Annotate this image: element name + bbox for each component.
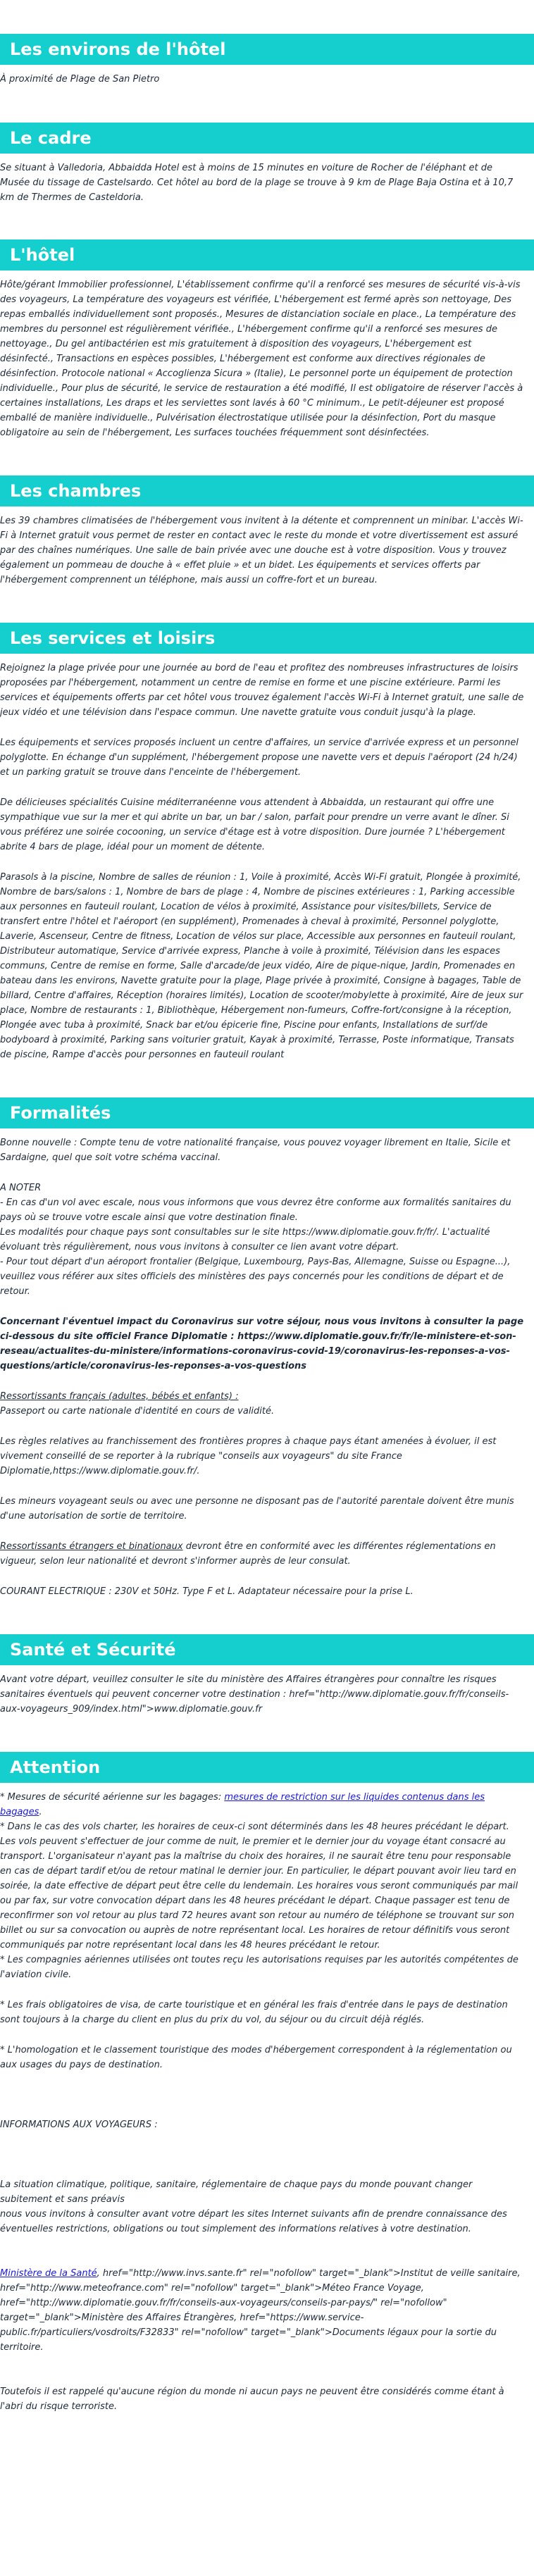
chambres-text: Les 39 chambres climatisées de l'hébergement vous invitent à la détente et comprennent un minibar. L'accès Wi-Fi à Internet gratuit vous permet de rester en contact avec le reste du monde et votre divertissement est assuré par des chaînes numériques. Une salle de bain privée avec une douche est à votre disposition. Vous y trouvez également un pommeau de douche à « effet pluie » et un bidet. Les équipements et services offerts par l'hébergement comprennent un téléphone, mais aussi un coffre-fort et un bureau.	[0, 516, 523, 585]
attention-terrorisme: Toutefois il est rappelé qu'aucune région du monde ni aucun pays ne peuvent être considérés comme étant à l'abri du risque terroriste.	[0, 2387, 504, 2412]
section-title-services: Les services et loisirs	[0, 623, 534, 654]
formalites-ressortissants-etrangers-title: Ressortissants étrangers et binationaux	[0, 1541, 183, 1552]
hotel-text: Hôte/gérant Immobilier professionnel, L'établissement confirme qu'il a renforcé ses mesures de sécurité vis-à-vis des voyageurs, La température des voyageurs est vérifiée, L'hébergement est fermé après son nettoyage, Des repas emballés individuellement sont proposés., Mesures de distanciation sociale en place., La température des membres du personnel est régulièrement vérifiée., L'hébergement confirme qu'il a renforcé ses mesures de nettoyage., Du gel antibactérien est mis gratuitement à disposition des voyageurs, L'hébergement est désinfecté., Transactions en espèces possibles, L'hébergement est conforme aux directives régionales de désinfection. Protocole national « Accoglienza Sicura » (Italie), Le personnel porte un équipement de protection individuelle., Pour plus de sécurité, le service de restauration a été modifié, Il est obligatoire de réserver l'accès à certaines installations, Les draps et les serviettes sont lavés à 60 °C minimum., Le petit-déjeuner est proposé emballé de manière individuelle., Pulvérisation électrostatique utilisée pour la désinfection, Port du masque obligatoire au sein de l'hébergement, Les surfaces touchées fréquemment sont désinfectées.	[0, 280, 523, 438]
spacer	[0, 2236, 524, 2266]
section-services	[0, 623, 524, 1062]
liquids-restriction-link[interactable]: mesures de restriction sur les liquides contenus dans les bagages	[0, 1792, 485, 1817]
formalites-frontieres: Les règles relatives au franchissement des frontières propres à chaque pays étant amenées à évoluer, il est vivement conseillé de se reporter à la rubrique "conseils aux voyageurs" du site France Diplomatie,https://www.diplomatie.gouv.fr/.	[0, 1436, 497, 1476]
formalites-note-title: A NOTER	[0, 1183, 42, 1193]
spacer	[0, 2355, 524, 2384]
attention-bagages-prefix: * Mesures de sécurité aérienne sur les bagages:	[0, 1792, 225, 1803]
services-paragraph-4: Parasols à la piscine, Nombre de salles de réunion : 1, Voile à proximité, Accès Wi-Fi gratuit, Plongée à proximité, Nombre de bars/salons : 1, Nombre de bars de plage : 4, Nombre de piscines extérieures : 1, Parking accessible aux personnes en fauteuil roulant, Location de vélos à proximité, Assistance pour visites/billets, Service de transfert entre l'hôtel et l'aéroport (en supplément), Promenades à cheval à proximité, Personnel polyglotte, Laverie, Ascenseur, Centre de fitness, Location de vélos sur place, Accessible aux personnes en fauteuil roulant, Distributeur automatique, Service d'arrivée express, Planche à voile à proximité, Télévision dans les espaces communs, Centre de remise en forme, Salle d'arcade/de jeux vidéo, Aire de pique-nique, Jardin, Promenades en bateau dans les environs, Navette gratuite pour la plage, Plage privée à proximité, Consigne à bagages, Table de billard, Centre d'affaires, Réception (horaires limités), Location de scooter/mobylette à proximité, Aire de jeux sur place, Nombre de restaurants : 1, Bibliothèque, Hébergement non-fumeurs, Coffre-fort/consigne à la réception, Plongée avec tuba à proximité, Snack bar et/ou épicerie fine, Piscine pour enfants, Installations de surf/de bodyboard à proximité, Parking sans voiturier gratuit, Kayak à proximité, Terrasse, Poste informatique, Transats de piscine, Rampe d'accès pour personnes en fauteuil roulant	[0, 872, 523, 1060]
formalites-note-line-3: - Pour tout départ d'un aéroport frontalier (Belgique, Luxembourg, Pays-Bas, Allemagne, Suisse ou Espagne...), veuillez vous référer aux sites officiels des ministères des pays concernés pour les conditions de départ et de retour.	[0, 1257, 511, 1297]
section-cadre	[0, 123, 524, 205]
spacer	[0, 780, 524, 795]
attention-links-text: , href="http://www.invs.sante.fr" rel="nofollow" target="_blank">Institut de veille sanitaire, href="http://www.meteofrance.com" rel="nofollow" target="_blank">Méteo France Voyage, href="http://www.diplomatie.gouv.fr/fr/conseils-aux-voyageurs/conseils-par-pays/" rel="nofollow" target="_blank">Ministère des Affaires Étrangères, href="https://www.service-public.fr/particuliers/vosdroits/F32833" rel="nofollow" target="_blank">Documents légaux pour la sortie du territoire.	[0, 2268, 521, 2353]
attention-links	[0, 2266, 524, 2355]
section-title-securite: Santé et Sécurité	[0, 1634, 534, 1665]
spacer	[0, 1419, 524, 1434]
formalites-ressortissants-etrangers-text: devront être en conformité avec les différentes réglementations en vigueur, selon leur nationalité et devront s'informer auprès de leur consulat.	[0, 1541, 496, 1567]
spacer	[0, 1569, 524, 1584]
attention-bagages	[0, 1790, 524, 1819]
environs-text: À proximité de Plage de San Pietro	[0, 74, 160, 85]
attention-homologation: * L'homologation et le classement touristique des modes d'hébergement correspondent à la réglementation ou aux usages du pays de destination.	[0, 2045, 512, 2070]
formalites-ressortissants-francais-title: Ressortissants français (adultes, bébés et enfants) :	[0, 1391, 239, 1402]
services-paragraph-1: Rejoignez la plage privée pour une journée au bord de l'eau et profitez des nombreuses infrastructures de loisirs proposées par l'hébergement, notamment un centre de remise en forme et une piscine extérieure. Parmi les services et équipements offerts par cet hôtel vous trouvez également l'accès Wi-Fi à Internet gratuit, une salle de jeux vidéo et une télévision dans l'espace commun. Une navette gratuite vous conduit jusqu'à la plage.	[0, 663, 524, 718]
spacer	[0, 1165, 524, 1181]
section-chambres	[0, 475, 524, 587]
ministere-sante-link[interactable]: Ministère de la Santé	[0, 2268, 97, 2279]
services-paragraph-3: De délicieuses spécialités Cuisine méditerranéenne vous attendent à Abbaidda, un restaurant qui offre une sympathique vue sur la mer et qui abrite un bar, un bar / salon, parfait pour prendre un verre avant le dîner. Si vous préférez une soirée cocooning, un service d'étage est à votre disposition. Dure journée ? L'hébergement abrite 4 bars de plage, idéal pour un moment de détente.	[0, 797, 509, 852]
section-title-environs: Les environs de l'hôtel	[0, 34, 534, 65]
spacer	[0, 1524, 524, 1539]
spacer	[0, 1479, 524, 1494]
attention-situation: La situation climatique, politique, sanitaire, réglementaire de chaque pays du monde pouvant changer subitement et sans préavis	[0, 2179, 473, 2205]
formalites-intro: Bonne nouvelle : Compte tenu de votre nationalité française, vous pouvez voyager librement en Italie, Sicile et Sardaigne, quel que soit votre schéma vaccinal.	[0, 1138, 511, 1163]
formalites-ressortissants-etrangers	[0, 1539, 524, 1569]
securite-text: Avant votre départ, veuillez consulter le site du ministère des Affaires étrangères pour connaître les risques sanitaires éventuels qui peuvent concerner votre destination : href="http://www.diplomatie.gouv.fr/fr/conseils-aux-voyageurs_909/index.html">www.diplomatie.gouv.fr	[0, 1674, 509, 1715]
spacer	[0, 2132, 524, 2177]
section-attention	[0, 1752, 524, 2414]
spacer	[0, 1599, 524, 1634]
spacer	[0, 2027, 524, 2043]
spacer	[0, 587, 524, 623]
spacer	[0, 205, 524, 239]
spacer	[0, 720, 524, 735]
cadre-text: Se situant à Valledoria, Abbaidda Hotel est à moins de 15 minutes en voiture de Rocher de l'éléphant et de Musée du tissage de Castelsardo. Cet hôtel au bord de la plage se trouve à 9 km de Plage Baja Ostina et à 10,7 km de Thermes de Casteldoria.	[0, 163, 514, 203]
spacer	[0, 1982, 524, 1998]
section-title-attention: Attention	[0, 1752, 534, 1783]
section-title-chambres: Les chambres	[0, 475, 534, 506]
attention-frais: * Les frais obligatoires de visa, de carte touristique et en général les frais d'entrée dans le pays de destination sont toujours à la charge du client en plus du prix du vol, du séjour ou du circuit déjà réglés.	[0, 2000, 508, 2025]
top-spacer	[0, 0, 524, 34]
services-paragraph-2: Les équipements et services proposés incluent un centre d'affaires, un service d'arrivée express et un personnel polyglotte. En échange d'un supplément, l'hébergement propose une navette vers et depuis l'aéroport (24 h/24) et un parking gratuit se trouve dans l'enceinte de l'hébergement.	[0, 738, 519, 778]
formalites-ressortissants-francais-text: Passeport ou carte nationale d'identité en cours de validité.	[0, 1406, 275, 1417]
formalites-courant-electrique: COURANT ELECTRIQUE : 230V et 50Hz. Type F et L. Adaptateur nécessaire pour la prise L.	[0, 1586, 414, 1597]
attention-bagages-suffix: .	[39, 1807, 42, 1817]
formalites-covid-notice: Concernant l'éventuel impact du Coronavirus sur votre séjour, nous vous invitons à consulter la page ci-dessous du site officiel France Diplomatie : https://www.diplomatie.gouv.fr/fr/le-ministere-et-son-reseau/actualites-du-ministere/informations-coronavirus-covid-19/coronavirus-les-reponses-a-vos-questions/article/coronavirus-les-reponses-a-vos-questions	[0, 1317, 524, 1371]
spacer	[0, 1299, 524, 1314]
section-securite	[0, 1634, 524, 1717]
attention-consulter: nous vous invitons à consulter avant votre départ les sites Internet suivants afin de prendre connaissance des éventuelles restrictions, obligations ou tout simplement des informations relatives à votre destination.	[0, 2209, 507, 2234]
section-environs	[0, 34, 524, 87]
spacer	[0, 854, 524, 870]
section-formalites	[0, 1097, 524, 1599]
spacer	[0, 440, 524, 475]
formalites-mineurs: Les mineurs voyageant seuls ou avec une personne ne disposant pas de l'autorité parentale doivent être munis d'une autorisation de sortie de territoire.	[0, 1496, 514, 1522]
attention-infos-title: INFORMATIONS AUX VOYAGEURS :	[0, 2120, 158, 2130]
section-title-hotel: L'hôtel	[0, 239, 534, 270]
attention-charter: * Dans le cas des vols charter, les horaires de ceux-ci sont déterminés dans les 48 heures précédant le départ. Les vols peuvent s'effectuer de jour comme de nuit, le premier et le dernier jour du voyage étant consacré au transport. L'organisateur n'ayant pas la maîtrise du choix des horaires, il ne saurait être tenu pour responsable en cas de départ tardif et/ou de retour matinal le dernier jour. En particulier, le départ pouvant avoir lieu tard en soirée, la date effective de départ peut être celle du lendemain. Les horaires vous seront communiqués par mail ou par fax, sur votre convocation départ dans les 48 heures précédant le départ. Chaque passager est tenu de reconfirmer son vol retour au plus tard 72 heures avant son retour au numéro de téléphone se trouvant sur son billet ou sur sa convocation ou auprès de notre représentant local. Les horaires de retour définitifs vous seront communiqués par notre représentant local dans les 48 heures précédant le retour.	[0, 1822, 519, 1950]
spacer	[0, 87, 524, 123]
spacer	[0, 1374, 524, 1389]
formalites-note-line-2: Les modalités pour chaque pays sont consultables sur le site https://www.diplomatie.gouv.fr/fr/. L'actualité évoluant très régulièrement, nous vous invitons à consulter ce lien avant votre départ.	[0, 1227, 490, 1252]
spacer	[0, 2072, 524, 2117]
section-title-cadre: Le cadre	[0, 123, 534, 154]
formalites-note-line-1: - En cas d'un vol avec escale, nous vous informons que vous devrez être conforme aux formalités sanitaires du pays où se trouve votre escale ainsi que votre destination finale.	[0, 1197, 511, 1223]
spacer	[0, 1062, 524, 1097]
attention-compagnies: * Les compagnies aériennes utilisées ont toutes reçu les autorisations requises par les autorités compétentes de l'aviation civile.	[0, 1955, 519, 1980]
section-title-formalites: Formalités	[0, 1097, 534, 1128]
spacer	[0, 1717, 524, 1752]
section-hotel	[0, 239, 524, 440]
